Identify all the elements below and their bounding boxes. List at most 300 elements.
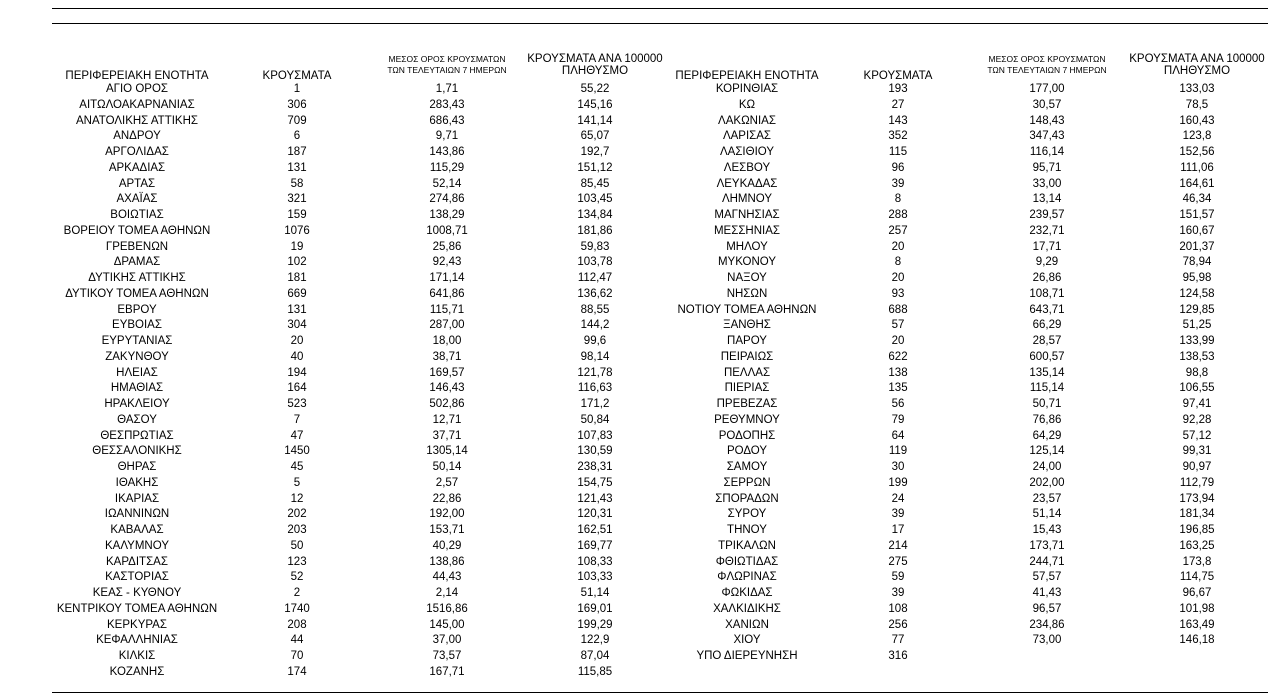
cell-avg: 9,71 bbox=[435, 130, 459, 143]
cell-region: ΑΝΑΤΟΛΙΚΗΣ ΑΤΤΙΚΗΣ bbox=[75, 114, 198, 127]
cell-per: 145,16 bbox=[577, 98, 613, 111]
cell-region: ΙΩΑΝΝΙΝΩΝ bbox=[104, 508, 170, 521]
cell-avg: 232,71 bbox=[1029, 224, 1065, 237]
cell-region: ΛΑΣΙΘΙΟΥ bbox=[719, 146, 775, 158]
cell-region: ΑΓΙΟ ΟΡΟΣ bbox=[105, 83, 168, 95]
cell-region: ΚΙΛΚΙΣ bbox=[118, 650, 156, 662]
cell-avg: 73,00 bbox=[1032, 634, 1062, 647]
cell-cases: 288 bbox=[888, 209, 908, 221]
table-row bbox=[0, 507, 1281, 523]
cell-cases: 58 bbox=[290, 177, 304, 190]
table-row bbox=[0, 413, 1281, 429]
cell-region: ΑΡΚΑΔΙΑΣ bbox=[108, 161, 166, 174]
cell-per: 134,84 bbox=[577, 209, 613, 221]
cell-avg: 347,43 bbox=[1029, 130, 1065, 143]
cell-region: ΣΑΜΟΥ bbox=[726, 461, 768, 473]
cell-avg: 192,00 bbox=[429, 508, 465, 521]
cell-region: ΒΟΡΕΙΟΥ ΤΟΜΕΑ ΑΘΗΝΩΝ bbox=[63, 224, 211, 237]
cell-cases: 12 bbox=[290, 492, 304, 505]
cell-per: 107,83 bbox=[577, 429, 613, 442]
cell-per: 136,62 bbox=[577, 287, 613, 300]
table-row bbox=[0, 161, 1281, 177]
cell-avg: 145,00 bbox=[429, 618, 465, 631]
cell-per: 111,06 bbox=[1180, 161, 1214, 174]
cell-per: 171,2 bbox=[580, 398, 610, 410]
table-row bbox=[0, 570, 1281, 586]
header-per-right: ΚΡΟΥΣΜΑΤΑ ΑΝΑ 100000 ΠΛΗΘΥΣΜΟ bbox=[1129, 53, 1265, 77]
table-row bbox=[0, 224, 1281, 240]
cell-cases: 20 bbox=[290, 335, 304, 347]
cell-per: 65,07 bbox=[580, 130, 610, 143]
cell-per: 169,01 bbox=[577, 602, 613, 615]
cell-cases: 108 bbox=[888, 602, 908, 615]
cell-avg: 146,43 bbox=[429, 382, 465, 395]
cell-per: 173,94 bbox=[1179, 492, 1215, 505]
cell-cases: 203 bbox=[287, 524, 307, 536]
cell-avg: 686,43 bbox=[429, 114, 465, 127]
cell-cases: 208 bbox=[287, 618, 307, 631]
cell-cases: 59 bbox=[891, 571, 905, 584]
cell-cases: 135 bbox=[888, 382, 908, 395]
cell-region: ΚΑΒΑΛΑΣ bbox=[110, 524, 164, 536]
table-row bbox=[0, 649, 1281, 665]
cell-cases: 131 bbox=[287, 303, 307, 316]
cell-avg: 1305,14 bbox=[426, 445, 468, 458]
cell-region: ΔΥΤΙΚΟΥ ΤΟΜΕΑ ΑΘΗΝΩΝ bbox=[65, 287, 209, 300]
cell-per: 129,85 bbox=[1179, 303, 1215, 316]
cell-region: ΚΑΡΔΙΤΣΑΣ bbox=[106, 555, 168, 568]
cell-avg: 57,57 bbox=[1032, 571, 1062, 584]
cell-per: 238,31 bbox=[577, 461, 613, 473]
cell-avg: 153,71 bbox=[429, 524, 465, 536]
cell-avg: 115,29 bbox=[429, 161, 465, 174]
cell-region: ΜΕΣΣΗΝΙΑΣ bbox=[713, 224, 781, 237]
cell-region: ΛΑΚΩΝΙΑΣ bbox=[718, 114, 776, 127]
cell-avg: 30,57 bbox=[1032, 98, 1062, 111]
cell-per: 99,31 bbox=[1182, 445, 1212, 458]
cell-region: ΚΟΖΑΝΗΣ bbox=[109, 665, 165, 678]
table-row bbox=[0, 460, 1281, 476]
cell-avg: 50,14 bbox=[432, 461, 462, 473]
cell-region: ΓΡΕΒΕΝΩΝ bbox=[105, 240, 169, 253]
table-row bbox=[0, 444, 1281, 460]
cell-region: ΣΕΡΡΩΝ bbox=[723, 476, 771, 489]
cell-cases: 316 bbox=[888, 650, 908, 662]
cell-region: ΡΟΔΟΥ bbox=[726, 445, 768, 458]
cell-cases: 1076 bbox=[284, 224, 310, 237]
cell-region: ΧΑΛΚΙΔΙΚΗΣ bbox=[713, 602, 781, 615]
cell-avg: 37,00 bbox=[432, 634, 462, 647]
cell-per: 101,98 bbox=[1179, 602, 1215, 615]
cell-avg: 169,57 bbox=[429, 366, 465, 379]
cell-avg: 38,71 bbox=[432, 350, 462, 363]
cell-avg: 18,00 bbox=[432, 335, 462, 347]
cell-per: 133,03 bbox=[1179, 83, 1215, 95]
cell-cases: 47 bbox=[290, 429, 304, 442]
cell-per: 130,59 bbox=[577, 445, 613, 458]
cell-region: ΛΕΣΒΟΥ bbox=[723, 161, 771, 174]
cell-region: ΣΥΡΟΥ bbox=[727, 508, 767, 521]
table-row bbox=[0, 208, 1281, 224]
cell-cases: 275 bbox=[888, 555, 908, 568]
cell-region: ΝΗΣΩΝ bbox=[726, 287, 768, 300]
cell-cases: 5 bbox=[293, 476, 301, 489]
cell-per: 59,83 bbox=[580, 240, 610, 253]
cell-cases: 622 bbox=[888, 350, 908, 363]
cell-avg: 25,86 bbox=[432, 240, 462, 253]
cell-per: 106,55 bbox=[1179, 382, 1215, 395]
cell-per: 85,45 bbox=[580, 177, 610, 190]
cell-per: 55,22 bbox=[580, 83, 610, 95]
cell-avg: 143,86 bbox=[429, 146, 465, 158]
cell-per: 90,97 bbox=[1182, 461, 1212, 473]
cell-avg: 73,57 bbox=[432, 650, 462, 662]
cell-region: ΑΧΑΪΑΣ bbox=[116, 193, 158, 206]
cell-cases: 187 bbox=[287, 146, 307, 158]
cell-cases: 306 bbox=[287, 98, 307, 111]
table-row bbox=[0, 366, 1281, 382]
right-table bbox=[0, 82, 1281, 665]
cell-avg: 92,43 bbox=[432, 256, 462, 269]
cell-region: ΤΡΙΚΑΛΩΝ bbox=[718, 539, 776, 552]
cell-cases: 52 bbox=[290, 571, 304, 584]
cell-avg: 40,29 bbox=[432, 539, 462, 552]
cell-cases: 45 bbox=[290, 461, 304, 473]
cell-region: ΧΙΟΥ bbox=[733, 634, 761, 647]
cell-per: 173,8 bbox=[1182, 555, 1212, 568]
cell-per: 97,41 bbox=[1182, 398, 1212, 410]
cell-avg: 13,14 bbox=[1032, 193, 1062, 206]
cell-per: 78,5 bbox=[1185, 98, 1209, 111]
table-row bbox=[0, 397, 1281, 413]
cell-per: 163,25 bbox=[1179, 539, 1215, 552]
cell-avg: 9,29 bbox=[1035, 256, 1059, 269]
cell-cases: 174 bbox=[287, 665, 307, 678]
cell-region: ΡΟΔΟΠΗΣ bbox=[718, 429, 776, 442]
cell-cases: 40 bbox=[290, 350, 304, 363]
cell-per: 123,8 bbox=[1182, 130, 1212, 143]
table-row bbox=[0, 539, 1281, 555]
table-row bbox=[0, 523, 1281, 539]
cell-region: ΛΕΥΚΑΔΑΣ bbox=[716, 177, 778, 190]
cell-per: 103,33 bbox=[577, 571, 613, 584]
cell-per: 163,49 bbox=[1179, 618, 1215, 631]
cell-region: ΗΛΕΙΑΣ bbox=[116, 366, 158, 379]
cell-cases: 20 bbox=[891, 240, 905, 253]
cell-per: 51,25 bbox=[1182, 319, 1212, 332]
cell-per: 196,85 bbox=[1179, 524, 1215, 536]
cell-avg: 287,00 bbox=[429, 319, 465, 332]
cell-cases: 20 bbox=[891, 335, 905, 347]
cell-avg: 51,14 bbox=[1032, 508, 1062, 521]
cell-per: 154,75 bbox=[577, 476, 613, 489]
cell-region: ΑΡΤΑΣ bbox=[118, 177, 156, 190]
cell-avg: 1,71 bbox=[435, 83, 459, 95]
cell-cases: 39 bbox=[891, 508, 905, 521]
cell-per: 98,8 bbox=[1185, 366, 1209, 379]
cell-per: 133,99 bbox=[1179, 335, 1215, 347]
cell-avg: 50,71 bbox=[1032, 398, 1062, 410]
cell-cases: 164 bbox=[287, 382, 307, 395]
cell-avg: 37,71 bbox=[432, 429, 462, 442]
header-avg-left: ΜΕΣΟΣ ΟΡΟΣ ΚΡΟΥΣΜΑΤΩΝ ΤΩΝ ΤΕΛΕΥΤΑΙΩΝ 7 ΗΜΕΡΩΝ bbox=[387, 54, 507, 75]
cell-per: 108,33 bbox=[577, 555, 613, 568]
table-row bbox=[0, 145, 1281, 161]
cell-cases: 159 bbox=[287, 209, 307, 221]
cell-per: 87,04 bbox=[580, 650, 610, 662]
cell-per: 88,55 bbox=[580, 303, 610, 316]
cell-region: ΖΑΚΥΝΘΟΥ bbox=[105, 350, 169, 363]
cell-region: ΤΗΝΟΥ bbox=[727, 524, 767, 536]
cell-region: ΔΥΤΙΚΗΣ ΑΤΤΙΚΗΣ bbox=[88, 272, 186, 284]
cell-region: ΘΕΣΠΡΩΤΙΑΣ bbox=[100, 429, 174, 442]
cell-per: 46,34 bbox=[1182, 193, 1212, 206]
cell-avg: 283,43 bbox=[429, 98, 465, 111]
cell-avg: 177,00 bbox=[1029, 83, 1065, 95]
second-rule bbox=[52, 23, 1268, 24]
cell-region: ΠΑΡΟΥ bbox=[727, 335, 767, 347]
cell-per: 160,43 bbox=[1179, 114, 1215, 127]
cell-avg: 2,57 bbox=[435, 476, 459, 489]
cell-avg: 52,14 bbox=[432, 177, 462, 190]
cell-cases: 39 bbox=[891, 177, 905, 190]
cell-per: 99,6 bbox=[583, 335, 607, 347]
cell-avg: 108,71 bbox=[1029, 287, 1065, 300]
cell-cases: 194 bbox=[287, 366, 307, 379]
cell-cases: 64 bbox=[891, 429, 905, 442]
cell-per: 103,45 bbox=[577, 193, 613, 206]
table-row bbox=[0, 287, 1281, 303]
table-row bbox=[0, 192, 1281, 208]
cell-per: 169,77 bbox=[577, 539, 613, 552]
cell-avg: 244,71 bbox=[1029, 555, 1065, 568]
cell-per: 116,63 bbox=[577, 382, 613, 395]
cell-per: 122,9 bbox=[580, 634, 610, 647]
cell-avg: 41,43 bbox=[1032, 587, 1062, 599]
cell-avg: 24,00 bbox=[1032, 461, 1062, 473]
cell-cases: 202 bbox=[287, 508, 307, 521]
cell-region: ΗΜΑΘΙΑΣ bbox=[110, 382, 164, 395]
cell-cases: 7 bbox=[293, 413, 301, 426]
cell-per: 103,78 bbox=[577, 256, 613, 269]
cell-region: ΥΠΟ ΔΙΕΡΕΥΝΗΣΗ bbox=[696, 650, 798, 662]
table-row bbox=[0, 177, 1281, 193]
cell-avg: 2,14 bbox=[435, 587, 459, 599]
cell-avg: 76,86 bbox=[1032, 413, 1062, 426]
cell-region: ΠΕΛΛΑΣ bbox=[723, 366, 771, 379]
table-row bbox=[0, 98, 1281, 114]
cell-avg: 138,86 bbox=[429, 555, 465, 568]
cell-region: ΠΡΕΒΕΖΑΣ bbox=[716, 398, 778, 410]
cell-cases: 138 bbox=[888, 366, 908, 379]
table-row bbox=[0, 334, 1281, 350]
cell-region: ΚΕΡΚΥΡΑΣ bbox=[107, 618, 167, 631]
cell-per: 95,98 bbox=[1182, 272, 1212, 284]
cell-cases: 123 bbox=[287, 555, 307, 568]
cell-region: ΔΡΑΜΑΣ bbox=[113, 256, 161, 269]
cell-region: ΠΙΕΡΙΑΣ bbox=[724, 382, 770, 395]
cell-region: ΦΘΙΩΤΙΔΑΣ bbox=[715, 555, 779, 568]
cell-avg: 28,57 bbox=[1032, 335, 1062, 347]
cell-cases: 523 bbox=[287, 398, 307, 410]
cell-cases: 1450 bbox=[284, 445, 310, 458]
table-row bbox=[0, 318, 1281, 334]
cell-per: 151,57 bbox=[1179, 209, 1215, 221]
cell-region: ΕΒΡΟΥ bbox=[117, 303, 157, 316]
cell-per: 92,28 bbox=[1182, 413, 1212, 426]
cell-region: ΚΑΛΥΜΝΟΥ bbox=[105, 539, 169, 552]
cell-cases: 77 bbox=[891, 634, 905, 647]
cell-cases: 24 bbox=[891, 492, 905, 505]
cell-per: 138,53 bbox=[1179, 350, 1215, 363]
cell-avg: 26,86 bbox=[1032, 272, 1062, 284]
cell-cases: 8 bbox=[894, 193, 902, 206]
cell-cases: 119 bbox=[888, 445, 908, 458]
cell-cases: 143 bbox=[888, 114, 908, 127]
table-row bbox=[0, 255, 1281, 271]
cell-per: 162,51 bbox=[577, 524, 613, 536]
cell-avg: 138,29 bbox=[429, 209, 465, 221]
cell-avg: 12,71 bbox=[432, 413, 462, 426]
cell-per: 98,14 bbox=[580, 350, 610, 363]
cell-region: ΣΠΟΡΑΔΩΝ bbox=[715, 492, 779, 505]
cell-region: ΚΩ bbox=[738, 98, 756, 111]
cell-per: 146,18 bbox=[1179, 634, 1215, 647]
cell-region: ΝΑΞΟΥ bbox=[727, 272, 767, 284]
cell-region: ΝΟΤΙΟΥ ΤΟΜΕΑ ΑΘΗΝΩΝ bbox=[677, 303, 817, 316]
cell-avg: 239,57 bbox=[1029, 209, 1065, 221]
cell-region: ΒΟΙΩΤΙΑΣ bbox=[110, 209, 164, 221]
cell-region: ΧΑΝΙΩΝ bbox=[725, 618, 769, 631]
cell-region: ΚΟΡΙΝΘΙΑΣ bbox=[715, 83, 779, 95]
cell-per: 50,84 bbox=[580, 413, 610, 426]
cell-region: ΙΚΑΡΙΑΣ bbox=[114, 492, 160, 505]
cell-avg: 1008,71 bbox=[426, 224, 468, 237]
top-rule bbox=[52, 8, 1268, 9]
cell-avg: 96,57 bbox=[1032, 602, 1062, 615]
header-avg-right: ΜΕΣΟΣ ΟΡΟΣ ΚΡΟΥΣΜΑΤΩΝ ΤΩΝ ΤΕΛΕΥΤΑΙΩΝ 7 ΗΜΕΡΩΝ bbox=[987, 54, 1107, 75]
cell-cases: 256 bbox=[888, 618, 908, 631]
cell-per: 120,31 bbox=[577, 508, 613, 521]
cell-region: ΚΑΣΤΟΡΙΑΣ bbox=[105, 571, 169, 584]
table-row bbox=[0, 618, 1281, 634]
cell-avg: 44,43 bbox=[432, 571, 462, 584]
cell-avg: 22,86 bbox=[432, 492, 462, 505]
cell-region: ΞΑΝΘΗΣ bbox=[723, 319, 771, 332]
cell-avg: 23,57 bbox=[1032, 492, 1062, 505]
cell-cases: 688 bbox=[888, 303, 908, 316]
cell-cases: 27 bbox=[891, 98, 905, 111]
cell-cases: 8 bbox=[894, 256, 902, 269]
cell-cases: 2 bbox=[293, 587, 301, 599]
cell-avg: 641,86 bbox=[429, 287, 465, 300]
cell-per: 151,12 bbox=[577, 161, 613, 174]
cell-cases: 181 bbox=[287, 272, 307, 284]
cell-region: ΕΥΒΟΙΑΣ bbox=[112, 319, 162, 332]
header-cases-right: ΚΡΟΥΣΜΑΤΑ bbox=[863, 70, 933, 82]
cell-cases: 131 bbox=[287, 161, 307, 174]
cell-region: ΜΥΚΟΝΟΥ bbox=[717, 256, 777, 269]
cell-region: ΑΙΤΩΛΟΑΚΑΡΝΑΝΙΑΣ bbox=[79, 98, 195, 111]
cell-per: 115,85 bbox=[577, 665, 613, 678]
cell-region: ΦΛΩΡΙΝΑΣ bbox=[717, 571, 777, 584]
cell-per: 78,94 bbox=[1182, 256, 1212, 269]
cell-cases: 44 bbox=[290, 634, 304, 647]
cell-cases: 214 bbox=[888, 539, 908, 552]
cell-avg: 125,14 bbox=[1029, 445, 1065, 458]
cell-cases: 193 bbox=[888, 83, 908, 95]
cell-per: 144,2 bbox=[580, 319, 610, 332]
cell-region: ΗΡΑΚΛΕΙΟΥ bbox=[104, 398, 170, 410]
cell-per: 121,78 bbox=[577, 366, 613, 379]
cell-region: ΛΑΡΙΣΑΣ bbox=[722, 130, 772, 143]
cell-cases: 199 bbox=[888, 476, 908, 489]
cell-cases: 19 bbox=[290, 240, 304, 253]
cell-cases: 39 bbox=[891, 587, 905, 599]
cell-avg: 17,71 bbox=[1032, 240, 1062, 253]
cell-region: ΚΕΝΤΡΙΚΟΥ ΤΟΜΕΑ ΑΘΗΝΩΝ bbox=[56, 602, 218, 615]
cell-avg: 66,29 bbox=[1032, 319, 1062, 332]
header-per-left: ΚΡΟΥΣΜΑΤΑ ΑΝΑ 100000 ΠΛΗΘΥΣΜΟ bbox=[527, 53, 663, 77]
cell-cases: 93 bbox=[891, 287, 905, 300]
header-region-left: ΠΕΡΙΦΕΡΕΙΑΚΗ ΕΝΟΤΗΤΑ bbox=[65, 70, 209, 82]
cell-per: 114,75 bbox=[1179, 571, 1215, 584]
cell-avg: 148,43 bbox=[1029, 114, 1065, 127]
table-row bbox=[0, 240, 1281, 256]
cell-avg: 64,29 bbox=[1032, 429, 1062, 442]
cell-per: 124,58 bbox=[1179, 287, 1215, 300]
cell-per: 51,14 bbox=[580, 587, 610, 599]
cell-cases: 50 bbox=[290, 539, 304, 552]
cell-per: 192,7 bbox=[580, 146, 610, 158]
table-row bbox=[0, 114, 1281, 130]
cell-region: ΠΕΙΡΑΙΩΣ bbox=[720, 350, 774, 363]
cell-cases: 56 bbox=[891, 398, 905, 410]
table-row bbox=[0, 476, 1281, 492]
cell-avg: 95,71 bbox=[1032, 161, 1062, 174]
table-row bbox=[0, 633, 1281, 649]
cell-region: ΕΥΡΥΤΑΝΙΑΣ bbox=[101, 335, 173, 347]
cell-cases: 70 bbox=[290, 650, 304, 662]
cell-avg: 115,71 bbox=[429, 303, 465, 316]
cell-avg: 502,86 bbox=[429, 398, 465, 410]
table-row bbox=[0, 129, 1281, 145]
header-region-right: ΠΕΡΙΦΕΡΕΙΑΚΗ ΕΝΟΤΗΤΑ bbox=[675, 70, 819, 82]
table-row bbox=[0, 586, 1281, 602]
cell-per: 112,79 bbox=[1179, 476, 1215, 489]
cell-cases: 709 bbox=[287, 114, 307, 127]
cell-cases: 1740 bbox=[284, 602, 310, 615]
cell-cases: 96 bbox=[891, 161, 905, 174]
cell-region: ΑΝΔΡΟΥ bbox=[113, 130, 161, 143]
table-row bbox=[0, 555, 1281, 571]
cell-cases: 30 bbox=[891, 461, 905, 473]
table-row bbox=[0, 665, 680, 681]
cell-avg: 202,00 bbox=[1029, 476, 1065, 489]
cell-avg: 135,14 bbox=[1029, 366, 1065, 379]
cell-cases: 79 bbox=[891, 413, 905, 426]
cell-avg: 116,14 bbox=[1029, 146, 1065, 158]
cell-cases: 669 bbox=[287, 287, 307, 300]
table-row bbox=[0, 381, 1281, 397]
cell-region: ΛΗΜΝΟΥ bbox=[721, 193, 773, 206]
cell-per: 160,67 bbox=[1179, 224, 1215, 237]
table-row bbox=[0, 429, 1281, 445]
header-cases-left: ΚΡΟΥΣΜΑΤΑ bbox=[262, 70, 332, 82]
cell-region: ΡΕΘΥΜΝΟΥ bbox=[714, 413, 780, 426]
cell-region: ΘΑΣΟΥ bbox=[117, 413, 157, 426]
cell-region: ΑΡΓΟΛΙΔΑΣ bbox=[105, 146, 169, 158]
